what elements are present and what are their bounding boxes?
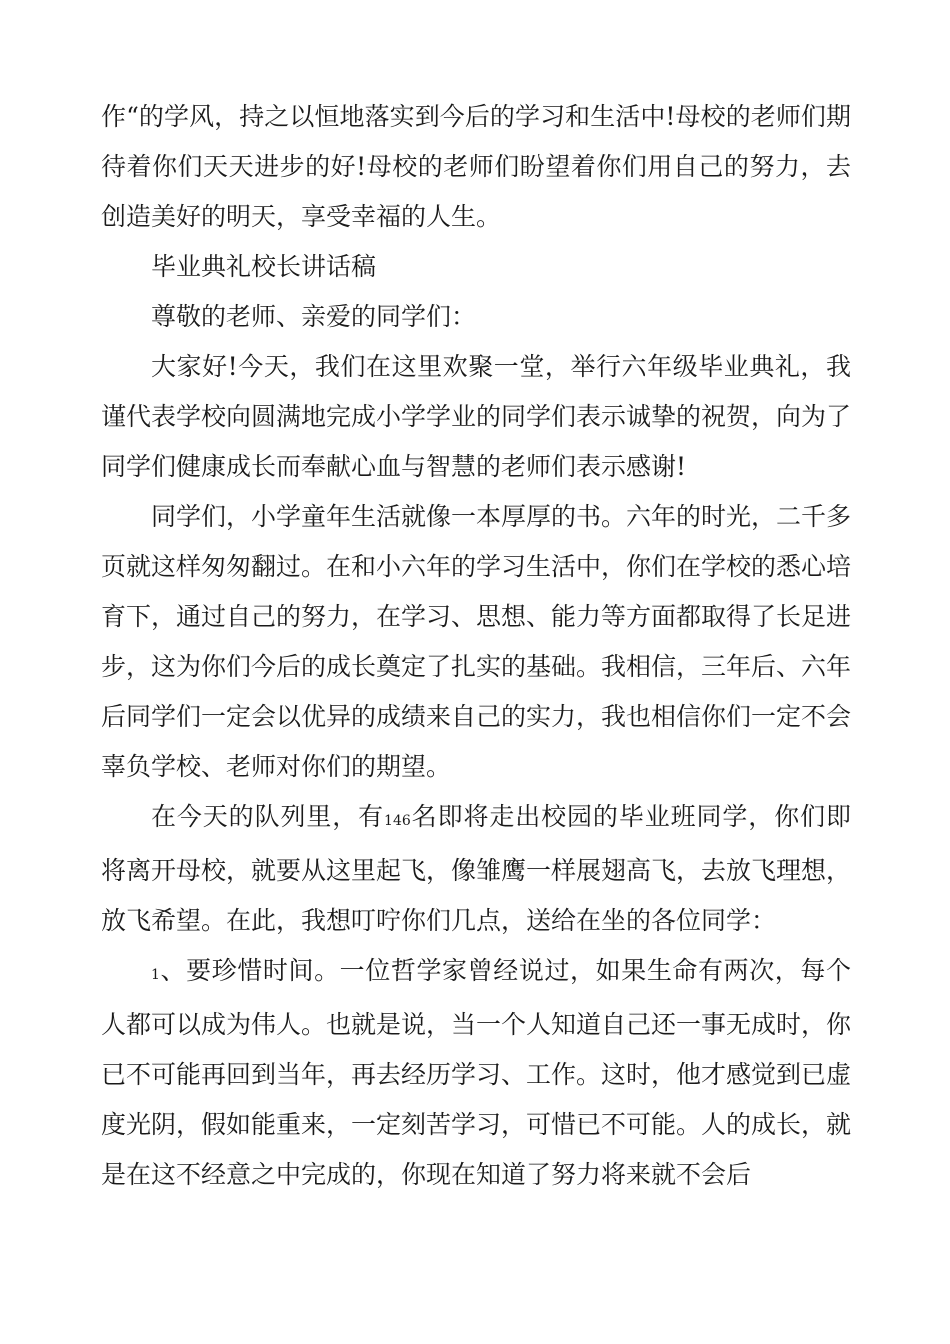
point-number: 1 bbox=[151, 967, 160, 983]
paragraph-point-1 bbox=[101, 946, 851, 1200]
paragraph-greeting: 大家好!今天，我们在这里欢聚一堂，举行六年级毕业典礼，我谨代表学校向圆满地完成小学学业的同学们表示诚挚的祝贺，向为了同学们健康成长而奉献心血与智慧的老师们表示感谢! bbox=[101, 352, 852, 481]
paragraph-1: 作“的学风，持之以恒地落实到今后的学习和生活中!母校的老师们期待着你们天天进步的好!母校的老师们盼望着你们用自己的努力，去创造美好的明天，享受幸福的人生。 bbox=[101, 102, 851, 231]
paragraph-childhood: 同学们，小学童年生活就像一本厚厚的书。六年的时光，二千多页就这样匆匆翻过。在和小六年的学习生活中，你们在学校的悉心培育下，通过自己的努力，在学习、思想、能力等方面都取得了长足进步，这为你们今后的成长奠定了扎实的基础。我相信，三年后、六年后同学们一定会以优异的成绩来自己的实力，我也相信你们一定不会辜负学校、老师对你们的期望。 bbox=[101, 502, 852, 781]
document-body bbox=[101, 92, 851, 1200]
paragraph-point-1-text: 、要珍惜时间。一位哲学家曾经说过，如果生命有两次，每个人都可以成为伟人。也就是说，当一个人知道自己还一事无成时，你已不可能再回到当年，再去经历学习、工作。这时，他才感觉到已虚度光阴，假如能重来，一定刻苦学习，可惜已不可能。人的成长，就是在这不经意之中完成的，你现在知道了努力将来就不会后 bbox=[101, 956, 852, 1189]
salutation: 尊敬的老师、亲爱的同学们： bbox=[151, 302, 477, 331]
graduate-count: 146 bbox=[384, 813, 411, 829]
section-title: 毕业典礼校长讲话稿 bbox=[151, 252, 377, 281]
paragraph-graduates-after: 名即将走出校园的毕业班同学，你们即将离开母校，就要从这里起飞，像雏鹰一样展翅高飞，去放飞理想，放飞希望。在此，我想叮咛你们几点，送给在坐的各位同学： bbox=[101, 802, 852, 935]
paragraph-graduates-before: 在今天的队列里，有 bbox=[151, 802, 385, 831]
paragraph-graduates bbox=[101, 792, 851, 946]
